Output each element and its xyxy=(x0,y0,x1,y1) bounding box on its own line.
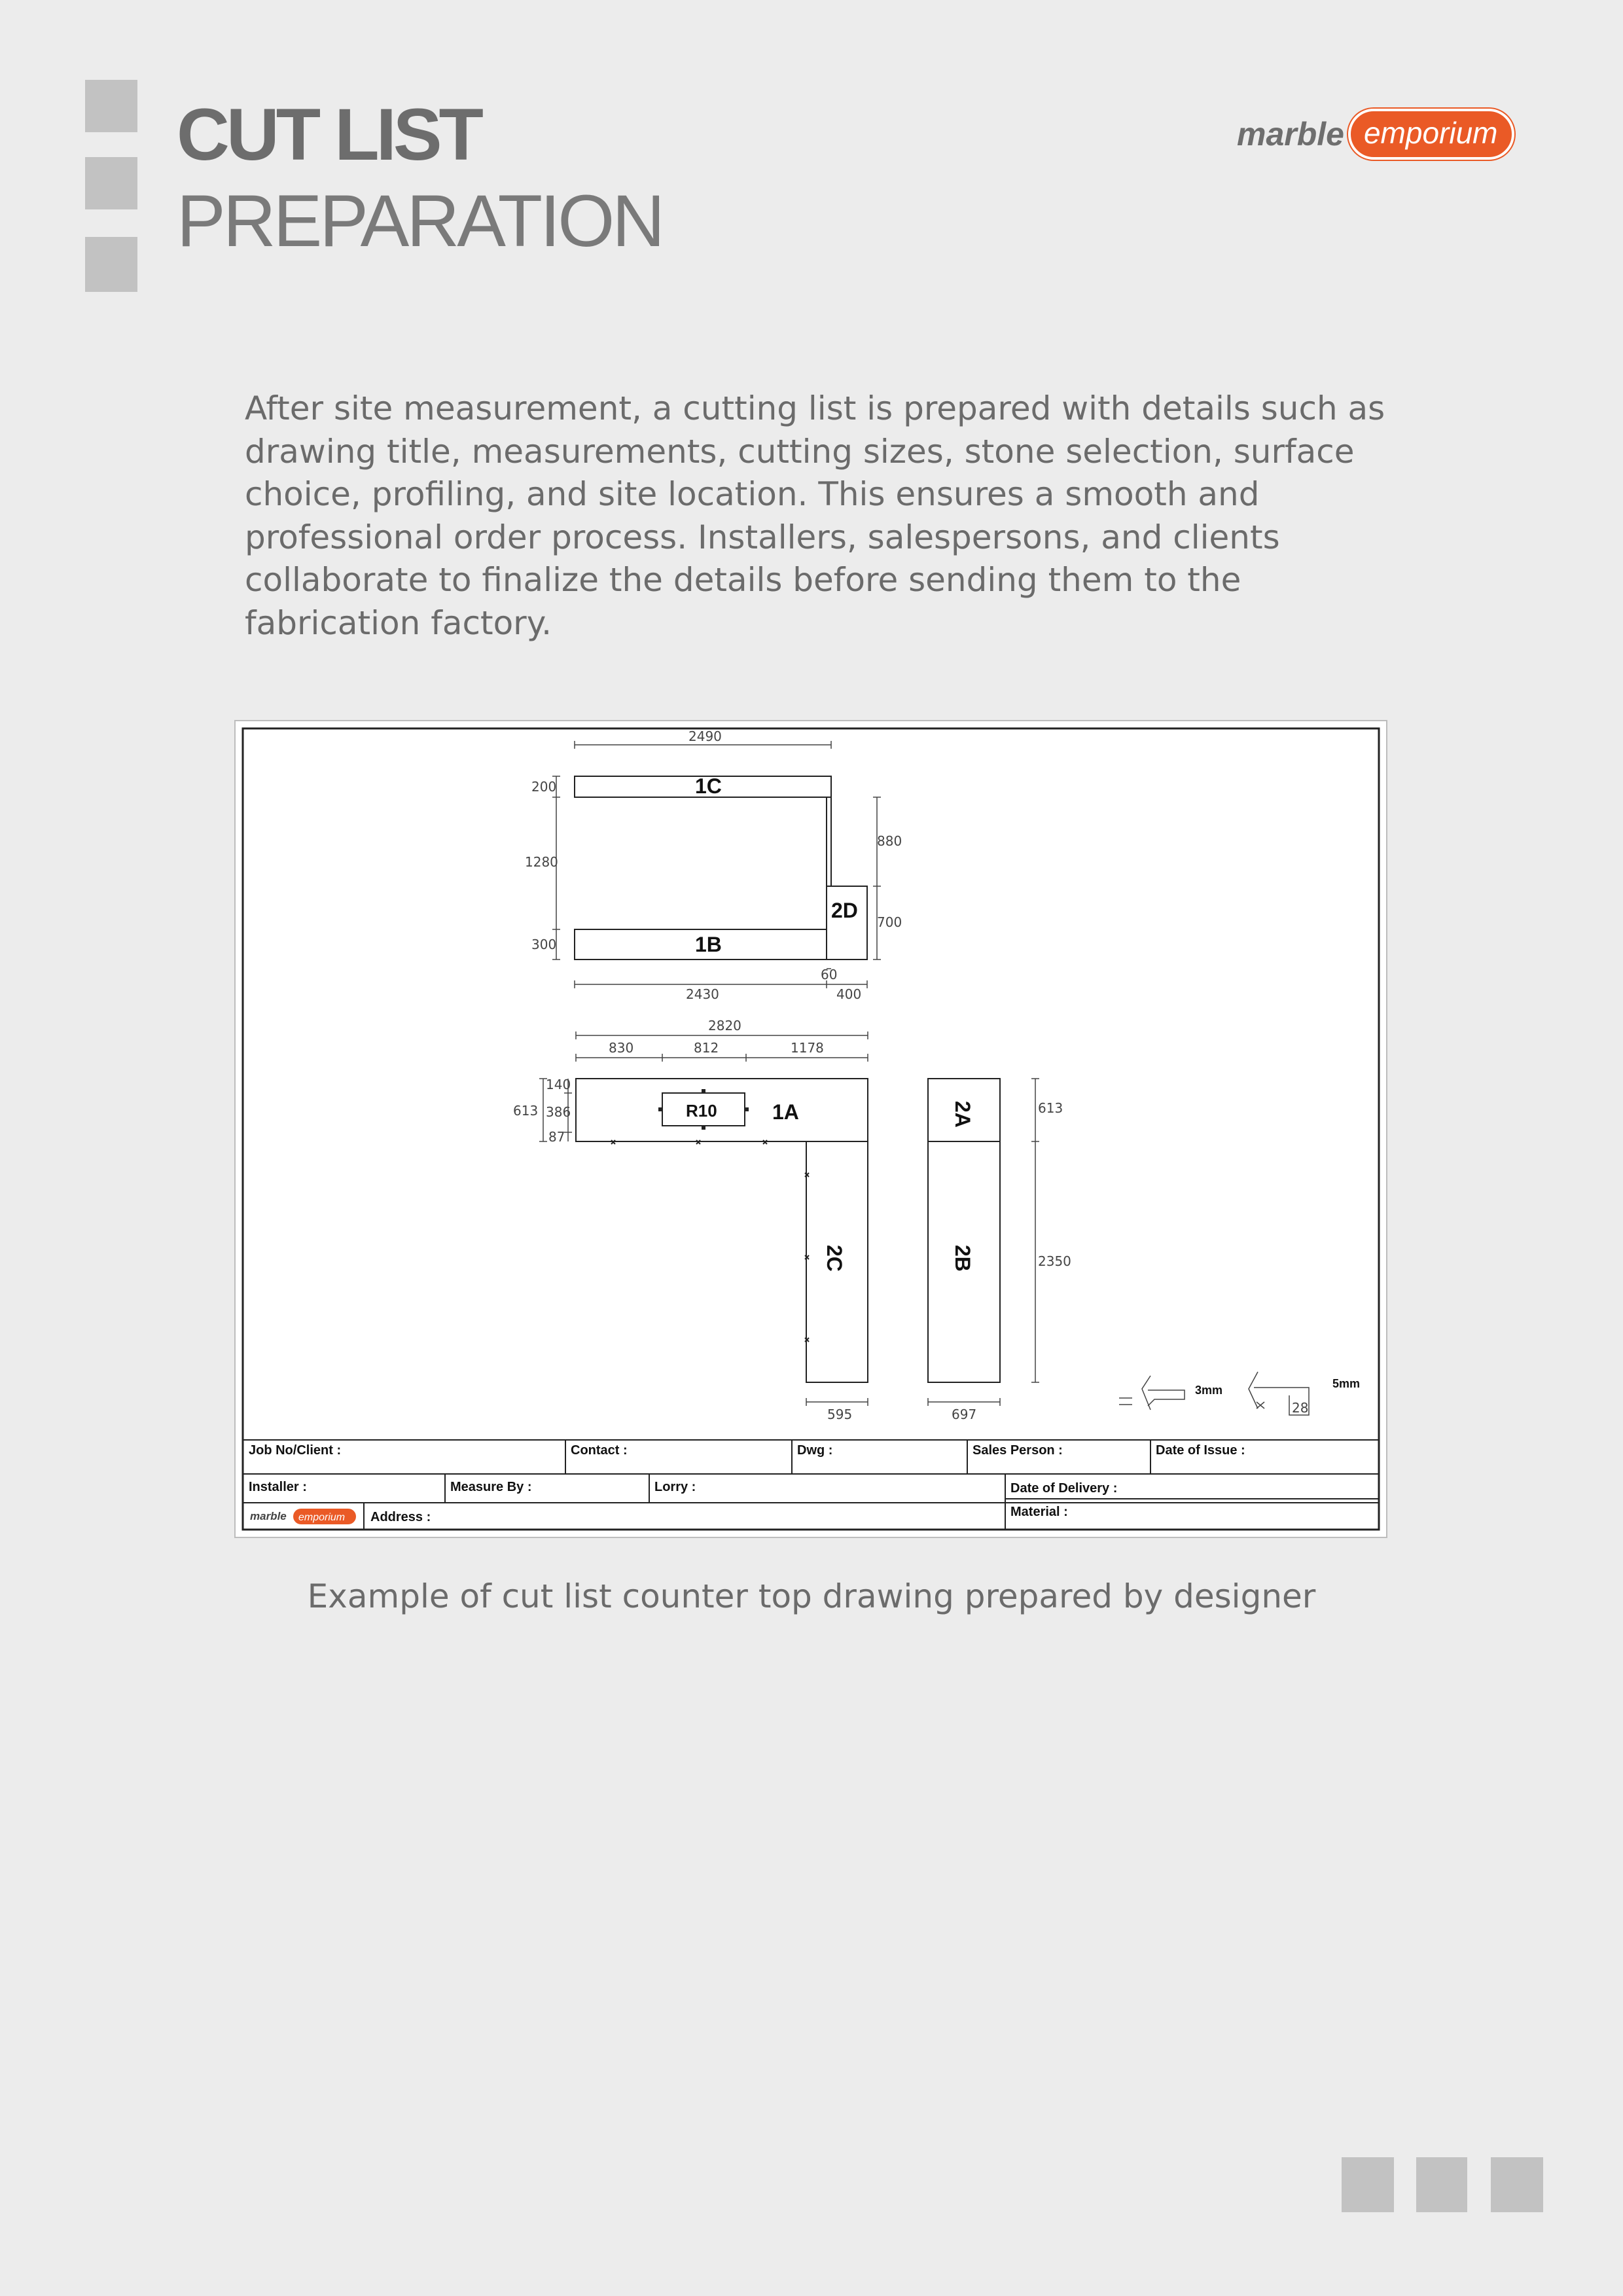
dim-60: 60 xyxy=(821,967,838,982)
tb-logo-emporium: emporium xyxy=(298,1512,346,1523)
piece-1b: 1B xyxy=(695,933,722,956)
tb-logo-marble: marble xyxy=(250,1510,287,1522)
page-subtitle: PREPARATION xyxy=(177,180,663,262)
deco-square-top-1 xyxy=(85,80,137,132)
deco-square-bottom-2 xyxy=(1416,2157,1467,2212)
dim-140: 140 xyxy=(546,1077,571,1092)
tb-installer: Installer : xyxy=(249,1480,307,1494)
tb-dwg: Dwg : xyxy=(797,1443,833,1458)
logo-word-marble: marble xyxy=(1237,116,1344,152)
deco-square-top-3 xyxy=(85,237,137,292)
tb-date-of-delivery: Date of Delivery : xyxy=(1010,1481,1118,1496)
dim-87: 87 xyxy=(548,1129,565,1145)
dim-28: 28 xyxy=(1292,1400,1309,1416)
dim-386: 386 xyxy=(546,1104,571,1120)
page-title: CUT LIST xyxy=(177,94,480,175)
cutout-r10: R10 xyxy=(686,1101,717,1121)
dim-1178: 1178 xyxy=(791,1040,824,1056)
dim-697: 697 xyxy=(952,1407,977,1422)
tb-measure-by: Measure By : xyxy=(450,1480,532,1494)
drawing-caption: Example of cut list counter top drawing prepared by designer xyxy=(307,1577,1316,1615)
tb-lorry: Lorry : xyxy=(654,1480,696,1494)
piece-2a: 2A xyxy=(951,1101,974,1128)
dim-595: 595 xyxy=(827,1407,853,1422)
dim-200: 200 xyxy=(531,779,557,795)
intro-paragraph: After site measurement, a cutting list is prepared with details such as drawing title, measurements, cutting sizes, stone selection, surface choice, profiling, and site location. This ensures a smooth and professional order process. Installers, salespersons, and clients collaborate to finalize the details before sending them to the fabrication factory. xyxy=(245,389,1385,642)
piece-1a: 1A xyxy=(772,1100,799,1124)
tb-job-client: Job No/Client : xyxy=(249,1443,342,1458)
dim-2350: 2350 xyxy=(1038,1253,1071,1269)
dim-700: 700 xyxy=(877,914,902,930)
logo-word-emporium: emporium xyxy=(1348,109,1515,160)
piece-2d: 2D xyxy=(831,899,858,922)
dim-2820: 2820 xyxy=(708,1018,741,1033)
dim-880: 880 xyxy=(877,833,902,849)
deco-square-bottom-3 xyxy=(1491,2157,1543,2212)
dim-2490: 2490 xyxy=(688,728,722,744)
dim-2430: 2430 xyxy=(686,986,719,1002)
dim-300: 300 xyxy=(531,937,557,952)
deco-square-top-2 xyxy=(85,157,137,209)
piece-1c: 1C xyxy=(695,774,722,798)
dim-3mm: 3mm xyxy=(1195,1384,1223,1397)
tb-contact: Contact : xyxy=(571,1443,628,1458)
dim-5mm: 5mm xyxy=(1332,1377,1361,1390)
piece-2c: 2C xyxy=(823,1245,846,1272)
cut-list-drawing xyxy=(234,720,1387,1538)
dim-830: 830 xyxy=(609,1040,634,1056)
tb-material: Material : xyxy=(1010,1505,1068,1519)
tb-date-of-issue: Date of Issue : xyxy=(1156,1443,1245,1458)
brand-logo xyxy=(1237,110,1514,158)
dim-812: 812 xyxy=(694,1040,719,1056)
dim-400: 400 xyxy=(836,986,862,1002)
drawing-svg xyxy=(236,721,1386,1537)
piece-2b: 2B xyxy=(951,1245,974,1272)
tb-sales-person: Sales Person : xyxy=(972,1443,1063,1458)
dim-1280: 1280 xyxy=(525,854,558,870)
dim-613-right: 613 xyxy=(1038,1100,1063,1116)
tb-address: Address : xyxy=(370,1510,431,1524)
dim-613-left: 613 xyxy=(513,1103,539,1119)
deco-square-bottom-1 xyxy=(1342,2157,1394,2212)
